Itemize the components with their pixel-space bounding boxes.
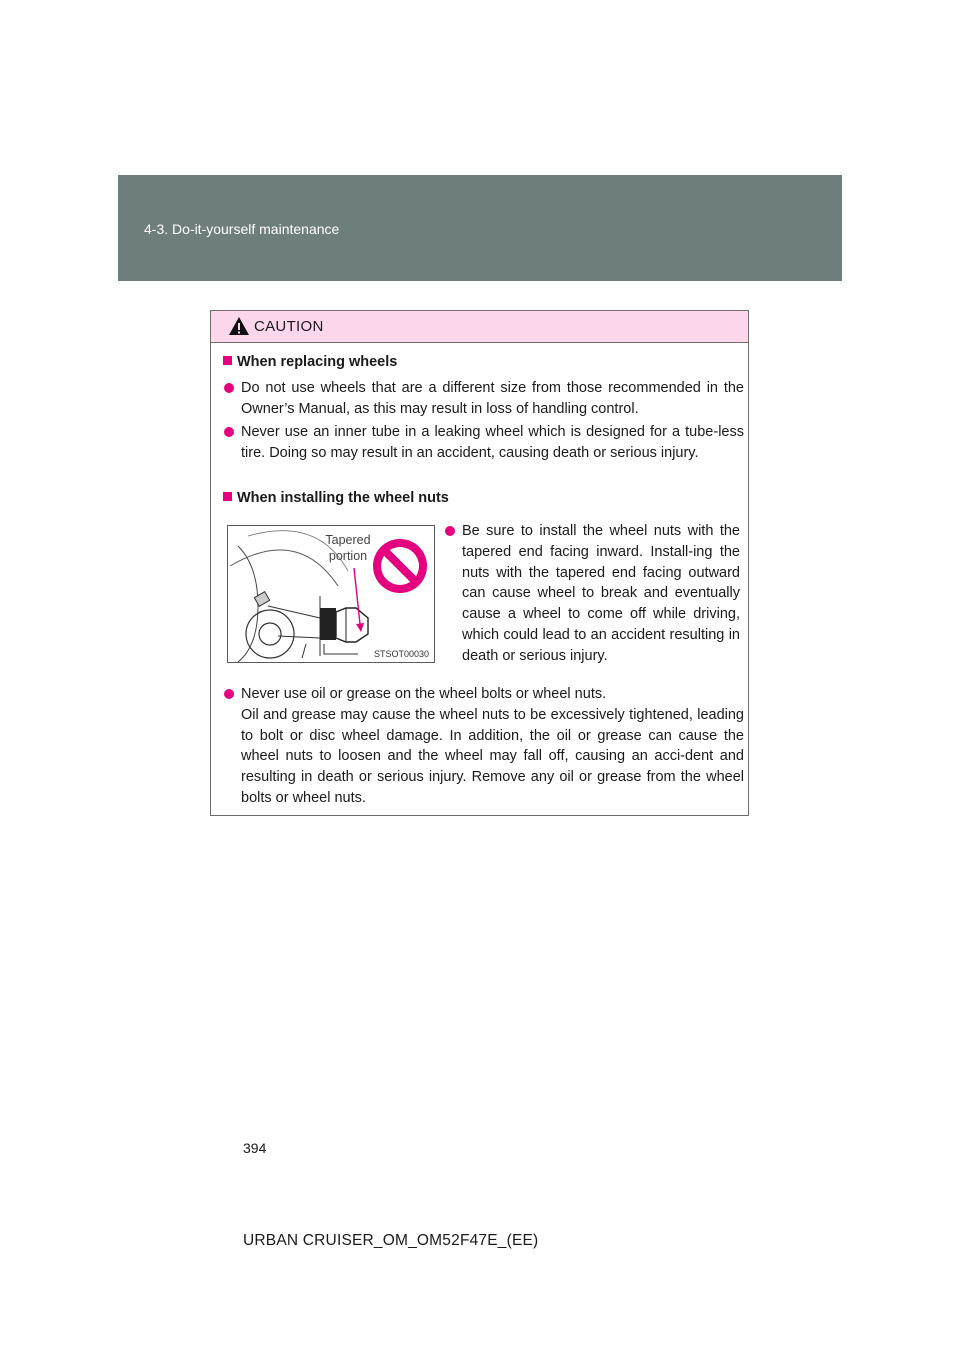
square-bullet-icon bbox=[223, 492, 232, 501]
caution-header bbox=[211, 311, 748, 343]
bullet-dot-icon bbox=[224, 689, 234, 699]
header-band bbox=[118, 175, 842, 281]
heading-installing-nuts: When installing the wheel nuts bbox=[223, 488, 449, 508]
prohibition-icon bbox=[373, 539, 427, 593]
bullet-tapered-end: Be sure to install the wheel nuts with the tapered end facing inward. Install-ing the nuts with the tapered end facing outward can cause wheel to break and eventually cause a wheel to come off while driving, which could lead to an accident resulting in death or serious injury. bbox=[445, 521, 740, 667]
page-number: 394 bbox=[243, 1140, 267, 1156]
warning-triangle-icon bbox=[228, 316, 250, 336]
bullet-dot-icon bbox=[224, 383, 234, 393]
document-code: URBAN CRUISER_OM_OM52F47E_(EE) bbox=[243, 1232, 539, 1249]
caution-label: CAUTION bbox=[254, 318, 324, 335]
section-title: 4-3. Do-it-yourself maintenance bbox=[144, 221, 340, 237]
bullet-wheel-size: Do not use wheels that are a different size from those recommended in the Owner’s Manual, as this may result in loss of handling control. bbox=[224, 378, 744, 420]
bullet-dot-icon bbox=[224, 427, 234, 437]
heading-replacing-wheels: When replacing wheels bbox=[223, 352, 397, 372]
figure-code: STSOT00030 bbox=[373, 649, 429, 659]
bullet-dot-icon bbox=[445, 526, 455, 536]
bullet-oil-grease: Never use oil or grease on the wheel bolts or wheel nuts. Oil and grease may cause the wheel nuts to be excessively tightened, leading to bolt or disc wheel damage. In addition, the oil or grease can cause the wheel nuts to loosen and the wheel may fall off, causing an acci-dent and resulting in death or serious injury. Remove any oil or grease from the wheel bolts or wheel nuts. bbox=[224, 684, 744, 809]
bullet-inner-tube: Never use an inner tube in a leaking wheel which is designed for a tube-less tire. Doing so may result in an accident, causing death or serious injury. bbox=[224, 422, 744, 464]
square-bullet-icon bbox=[223, 356, 232, 365]
caution-box bbox=[210, 310, 749, 816]
tapered-portion-label: Tapered portion bbox=[325, 533, 371, 563]
wheel-nut-illustration bbox=[227, 525, 435, 663]
